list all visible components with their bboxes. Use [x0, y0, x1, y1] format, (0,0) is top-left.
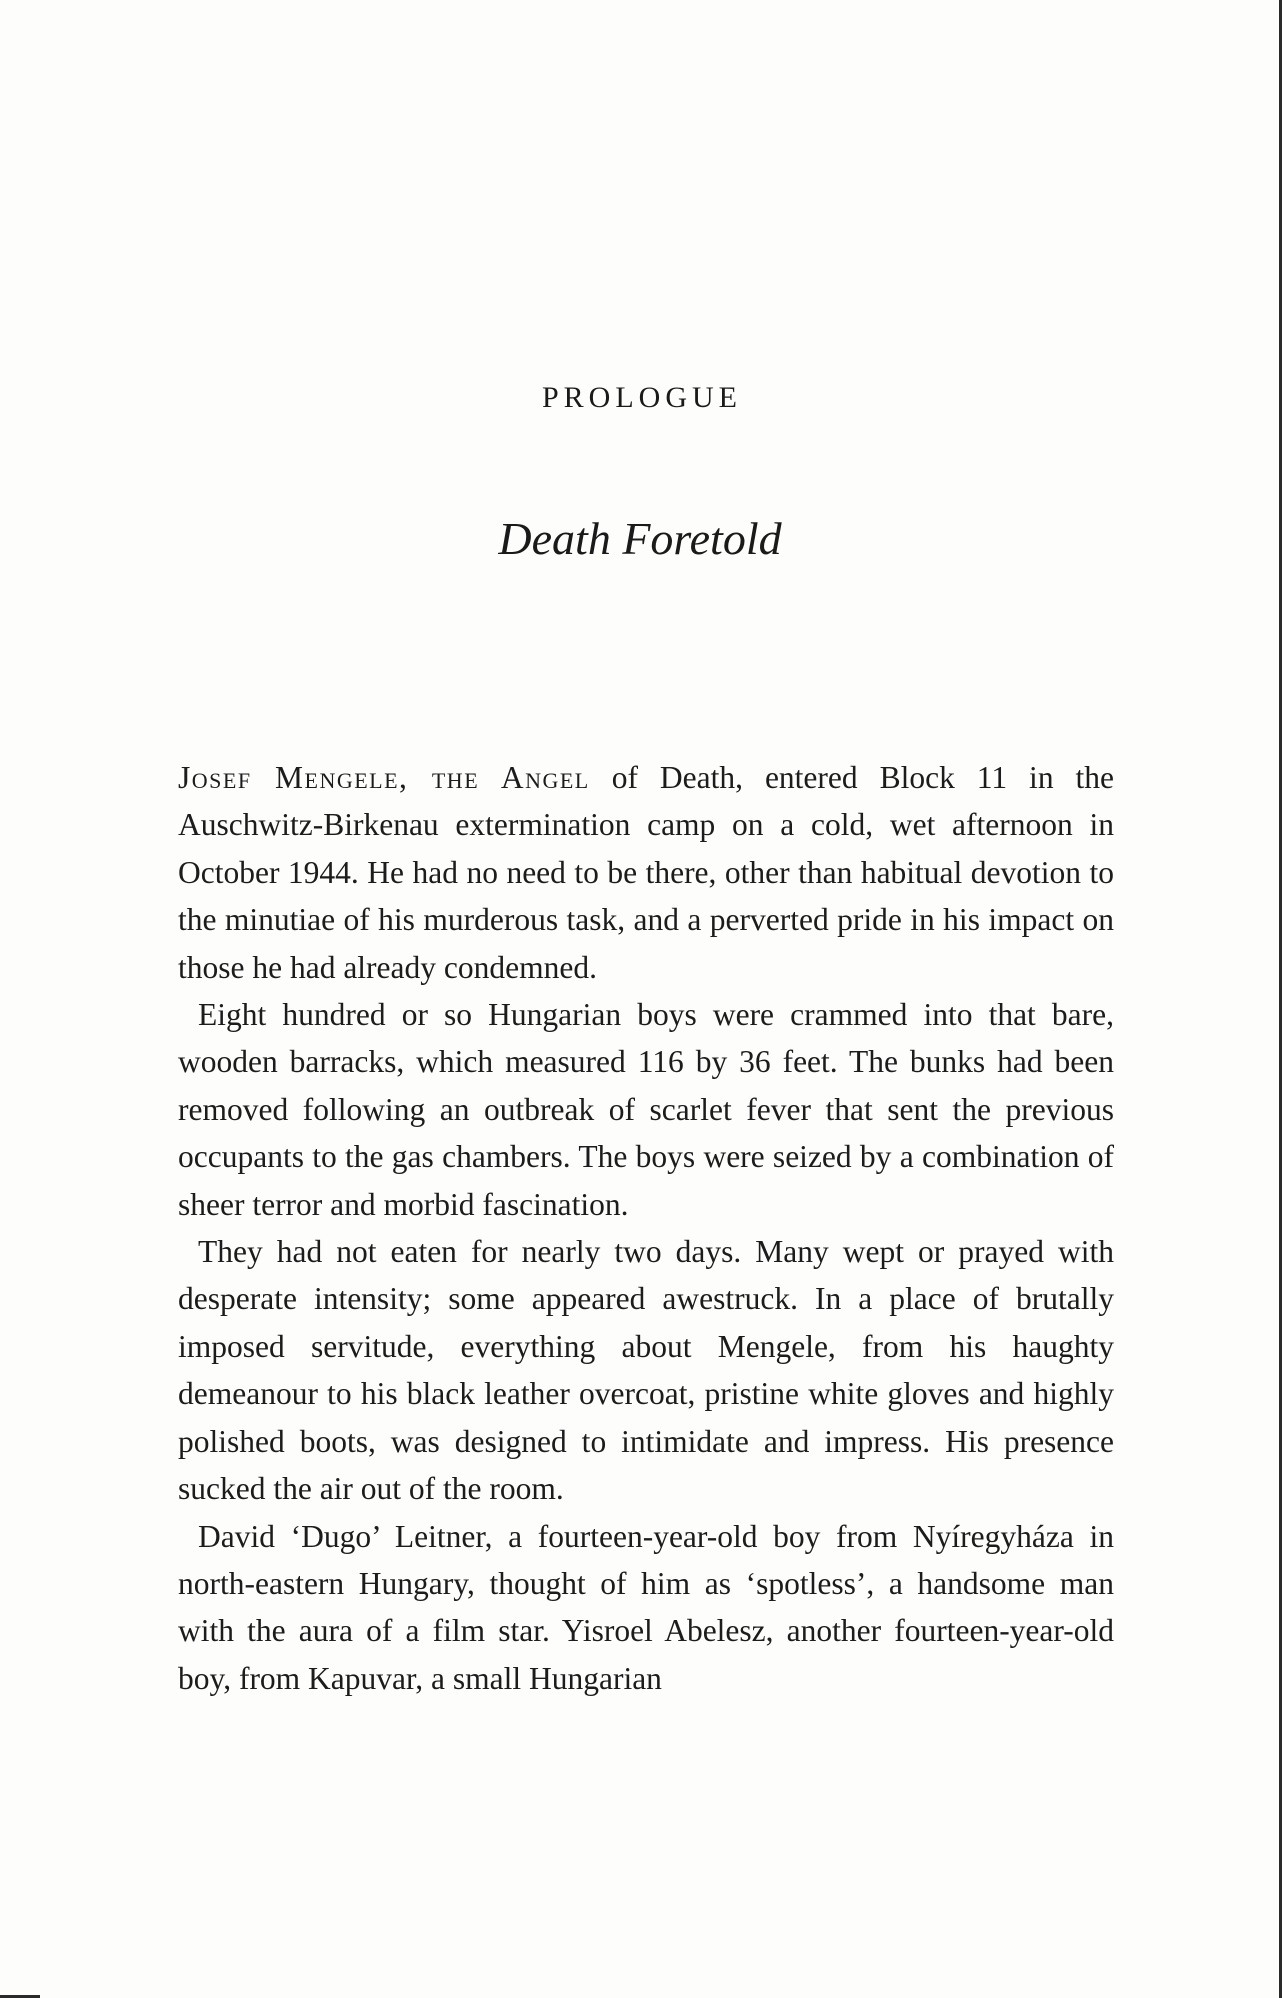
chapter-title-text: Death Foretold — [498, 513, 782, 564]
chapter-label-text: PROLOGUE — [541, 381, 742, 414]
chapter-title — [0, 512, 1282, 565]
paragraph-3: They had not eaten for nearly two days. Many wept or prayed with desperate intensity; some appeared awestruck. In a place of brutally imposed servitude, everything about Mengele, from his haughty demeanour to his black leather overcoat, pristine white gloves and highly polished boots, was designed to intimidate and impress. His presence sucked the air out of the room. — [178, 1234, 1114, 1507]
paragraph-1-rest: of Death, entered Block 11 in the Auschwitz-Birkenau extermination camp on a cold, wet afternoon in October 1944. He had no need to be there, other than habitual devotion to the minutiae of his murderous task, and a perverted pride in his impact on those he had already condemned. — [178, 760, 1114, 985]
body-text — [178, 754, 1114, 1702]
paragraph-4: David ‘Dugo’ Leitner, a fourteen-year-old boy from Nyíregyháza in north-eastern Hungary, thought of him as ‘spotless’, a handsome man with the aura of a film star. Yisroel Abelesz, another fourteen-year-old boy, from Kapuvar, a small Hungarian — [178, 1518, 1114, 1696]
paragraph-1 — [178, 754, 1114, 991]
opening-smallcaps: Josef Mengele, the Angel — [178, 760, 590, 795]
chapter-label — [0, 381, 1282, 415]
paragraph-2: Eight hundred or so Hungarian boys were crammed into that bare, wooden barracks, which measured 116 by 36 feet. The bunks had been removed following an outbreak of scarlet fever that sent the previous occupants to the gas chambers. The boys were seized by a combination of sheer terror and morbid fascination. — [178, 997, 1114, 1222]
